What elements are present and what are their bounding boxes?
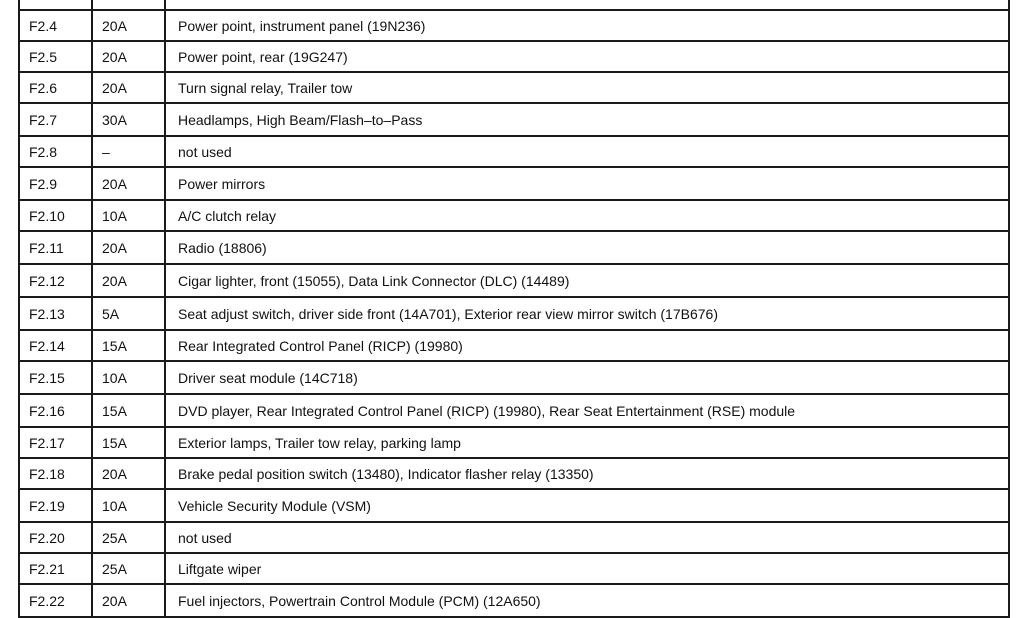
table-row — [19, 361, 1009, 394]
table-row — [19, 103, 1009, 136]
table-row — [19, 553, 1009, 584]
rating-cell: 10A — [92, 489, 165, 522]
rating-cell: 25A — [92, 553, 165, 584]
description-cell: Turn signal relay, Trailer tow — [165, 72, 1009, 103]
fuse-table — [18, 0, 1010, 618]
description-cell: not used — [165, 136, 1009, 167]
description-cell: Radio (18806) — [165, 231, 1009, 264]
table-row — [19, 427, 1009, 458]
rating-cell: 25A — [92, 522, 165, 553]
fuse-cell: F2.5 — [19, 41, 92, 72]
rating-cell: 20A — [92, 584, 165, 617]
table-row — [19, 136, 1009, 167]
fuse-cell: F2.6 — [19, 72, 92, 103]
fuse-cell: F2.12 — [19, 264, 92, 297]
description-cell: Driver seat module (14C718) — [165, 361, 1009, 394]
table-row — [19, 231, 1009, 264]
fuse-cell: F2.20 — [19, 522, 92, 553]
fuse-cell: F2.9 — [19, 167, 92, 200]
rating-cell: 20A — [92, 41, 165, 72]
fuse-cell: F2.17 — [19, 427, 92, 458]
description-cell: Vehicle Security Module (VSM) — [165, 489, 1009, 522]
fuse-cell: F2.7 — [19, 103, 92, 136]
table-row — [19, 41, 1009, 72]
fuse-cell: F2.18 — [19, 458, 92, 489]
rating-cell: – — [92, 136, 165, 167]
description-cell: Fuel injectors, Powertrain Control Module (PCM) (12A650) — [165, 584, 1009, 617]
table-row — [19, 167, 1009, 200]
fuse-cell: F2.22 — [19, 584, 92, 617]
fuse-cell: F2.11 — [19, 231, 92, 264]
description-cell: Headlamps, High Beam/Flash–to–Pass — [165, 103, 1009, 136]
table-row — [19, 200, 1009, 231]
table-row — [19, 330, 1009, 361]
table-row — [19, 489, 1009, 522]
fuse-cell: F2.13 — [19, 297, 92, 330]
description-cell: Liftgate wiper — [165, 553, 1009, 584]
description-cell: Cigar lighter, front (15055), Data Link Connector (DLC) (14489) — [165, 264, 1009, 297]
table-row — [19, 264, 1009, 297]
rating-cell: 20A — [92, 264, 165, 297]
table-row — [19, 458, 1009, 489]
rating-cell: 15A — [92, 330, 165, 361]
rating-cell: 5A — [92, 297, 165, 330]
table-row — [19, 0, 1009, 10]
table-row — [19, 394, 1009, 427]
table-row — [19, 10, 1009, 41]
rating-cell: 20A — [92, 167, 165, 200]
fuse-cell: F2.19 — [19, 489, 92, 522]
description-cell: not used — [165, 522, 1009, 553]
rating-cell: 10A — [92, 200, 165, 231]
fuse-cell: F2.14 — [19, 330, 92, 361]
rating-cell — [92, 0, 165, 10]
table-row — [19, 297, 1009, 330]
rating-cell: 20A — [92, 231, 165, 264]
description-cell: DVD player, Rear Integrated Control Panel (RICP) (19980), Rear Seat Entertainment (RSE) module — [165, 394, 1009, 427]
fuse-cell: F2.15 — [19, 361, 92, 394]
fuse-cell: F2.4 — [19, 10, 92, 41]
table-row — [19, 584, 1009, 617]
fuse-cell — [19, 0, 92, 10]
description-cell: A/C clutch relay — [165, 200, 1009, 231]
rating-cell: 20A — [92, 72, 165, 103]
fuse-cell: F2.21 — [19, 553, 92, 584]
description-cell: Seat adjust switch, driver side front (14A701), Exterior rear view mirror switch (17B676) — [165, 297, 1009, 330]
rating-cell: 20A — [92, 458, 165, 489]
rating-cell: 10A — [92, 361, 165, 394]
table-row — [19, 72, 1009, 103]
rating-cell: 20A — [92, 10, 165, 41]
description-cell: Power mirrors — [165, 167, 1009, 200]
description-cell: Rear Integrated Control Panel (RICP) (19980) — [165, 330, 1009, 361]
description-cell: Power point, instrument panel (19N236) — [165, 10, 1009, 41]
description-cell: Power point, rear (19G247) — [165, 41, 1009, 72]
rating-cell: 15A — [92, 394, 165, 427]
description-cell: Exterior lamps, Trailer tow relay, parking lamp — [165, 427, 1009, 458]
description-cell — [165, 0, 1009, 10]
rating-cell: 30A — [92, 103, 165, 136]
table-row — [19, 522, 1009, 553]
rating-cell: 15A — [92, 427, 165, 458]
fuse-cell: F2.16 — [19, 394, 92, 427]
fuse-cell: F2.10 — [19, 200, 92, 231]
fuse-cell: F2.8 — [19, 136, 92, 167]
description-cell: Brake pedal position switch (13480), Indicator flasher relay (13350) — [165, 458, 1009, 489]
